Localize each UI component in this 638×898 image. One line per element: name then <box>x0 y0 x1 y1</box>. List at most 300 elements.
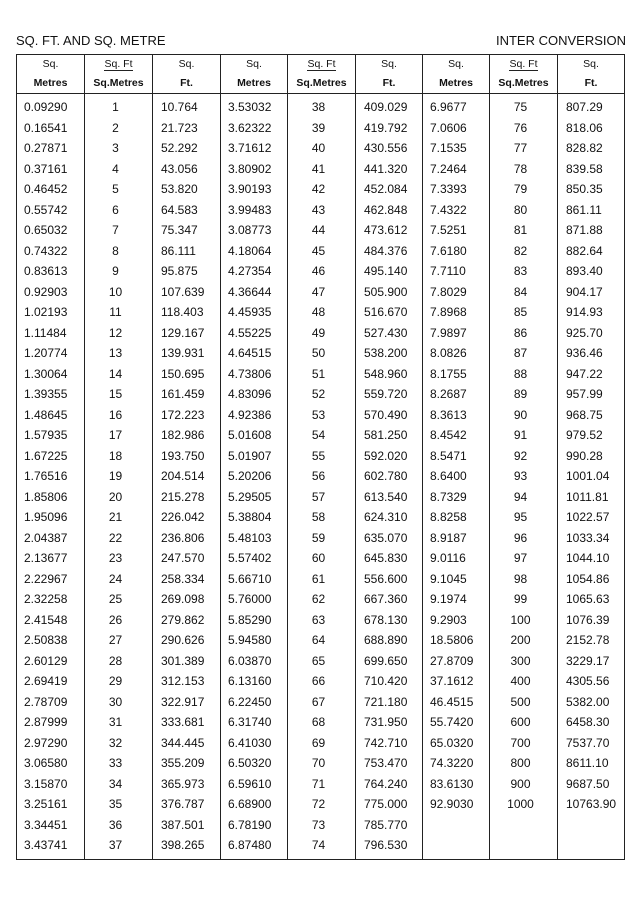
table-cell: 48 <box>288 302 356 323</box>
table-cell: 355.209 <box>153 753 221 774</box>
table-row <box>17 138 625 159</box>
table-row <box>17 364 625 385</box>
table-cell: 100 <box>490 610 558 631</box>
table-cell: 25 <box>85 589 153 610</box>
table-cell: 2.60129 <box>17 651 85 672</box>
table-row <box>17 815 625 836</box>
page-subtitle: INTER CONVERSION <box>495 33 626 48</box>
table-cell: 731.950 <box>356 712 423 733</box>
table-cell: 3.25161 <box>17 794 85 815</box>
table-cell: 99 <box>490 589 558 610</box>
table-cell: 0.27871 <box>17 138 85 159</box>
table-cell: 2.41548 <box>17 610 85 631</box>
table-cell: 7.8968 <box>423 302 490 323</box>
table-cell: 80 <box>490 200 558 221</box>
table-cell: 484.376 <box>356 241 423 262</box>
table-row <box>17 118 625 139</box>
table-cell: 4.45935 <box>221 302 288 323</box>
table-cell: 33 <box>85 753 153 774</box>
table-cell: 226.042 <box>153 507 221 528</box>
table-row <box>17 733 625 754</box>
table-cell: 49 <box>288 323 356 344</box>
table-cell: 7.0606 <box>423 118 490 139</box>
table-cell: 94 <box>490 487 558 508</box>
table-cell: 42 <box>288 179 356 200</box>
table-cell: 2.13677 <box>17 548 85 569</box>
table-row <box>17 241 625 262</box>
table-cell: 10.764 <box>153 94 221 118</box>
table-cell: 990.28 <box>558 446 625 467</box>
column-header-bottom <box>153 74 221 94</box>
table-cell: 172.223 <box>153 405 221 426</box>
table-cell: 3.06580 <box>17 753 85 774</box>
table-cell: 538.200 <box>356 343 423 364</box>
table-cell: 1065.63 <box>558 589 625 610</box>
table-cell: 9.1045 <box>423 569 490 590</box>
table-cell: 581.250 <box>356 425 423 446</box>
table-cell: 5.76000 <box>221 589 288 610</box>
column-header-top <box>85 55 153 75</box>
column-header-bottom <box>356 74 423 94</box>
table-cell: 51 <box>288 364 356 385</box>
table-cell: 6458.30 <box>558 712 625 733</box>
table-cell: 1.57935 <box>17 425 85 446</box>
table-cell: 556.600 <box>356 569 423 590</box>
table-cell: 3.15870 <box>17 774 85 795</box>
conversion-table <box>16 54 625 860</box>
table-cell: 7.9897 <box>423 323 490 344</box>
table-cell: 3.34451 <box>17 815 85 836</box>
header-row-bottom <box>17 74 625 94</box>
table-cell: 5.38804 <box>221 507 288 528</box>
table-cell: 68 <box>288 712 356 733</box>
table-row <box>17 159 625 180</box>
table-cell: 400 <box>490 671 558 692</box>
table-cell: 75 <box>490 94 558 118</box>
table-cell: 667.360 <box>356 589 423 610</box>
table-cell: 968.75 <box>558 405 625 426</box>
table-cell: 462.848 <box>356 200 423 221</box>
table-cell: 700 <box>490 733 558 754</box>
table-cell: 3.43741 <box>17 835 85 860</box>
table-cell: 8.0826 <box>423 343 490 364</box>
table-cell: 71 <box>288 774 356 795</box>
table-row <box>17 569 625 590</box>
table-row <box>17 323 625 344</box>
table-cell: 11 <box>85 302 153 323</box>
table-cell: 84 <box>490 282 558 303</box>
table-cell: 86.111 <box>153 241 221 262</box>
table-row <box>17 610 625 631</box>
table-cell: 775.000 <box>356 794 423 815</box>
table-cell: 5.66710 <box>221 569 288 590</box>
table-cell: 56 <box>288 466 356 487</box>
table-cell: 6 <box>85 200 153 221</box>
column-header-bottom <box>288 74 356 94</box>
table-cell: 83.6130 <box>423 774 490 795</box>
table-cell: 161.459 <box>153 384 221 405</box>
table-cell: 570.490 <box>356 405 423 426</box>
table-cell: 37 <box>85 835 153 860</box>
table-cell: 73 <box>288 815 356 836</box>
header-label: Sq. <box>246 58 262 70</box>
table-cell: 26 <box>85 610 153 631</box>
table-cell: 87 <box>490 343 558 364</box>
table-row <box>17 179 625 200</box>
table-row <box>17 589 625 610</box>
table-cell: 32 <box>85 733 153 754</box>
table-cell: 505.900 <box>356 282 423 303</box>
table-cell: 6.68900 <box>221 794 288 815</box>
table-cell: 0.16541 <box>17 118 85 139</box>
table-cell: 8.9187 <box>423 528 490 549</box>
table-cell: 9687.50 <box>558 774 625 795</box>
table-cell: 58 <box>288 507 356 528</box>
table-cell: 473.612 <box>356 220 423 241</box>
table-cell: 23 <box>85 548 153 569</box>
header-label: Sq. <box>381 58 397 70</box>
table-cell: 871.88 <box>558 220 625 241</box>
table-cell: 753.470 <box>356 753 423 774</box>
table-cell: 65.0320 <box>423 733 490 754</box>
table-cell: 0.83613 <box>17 261 85 282</box>
table-cell: 28 <box>85 651 153 672</box>
table-cell: 839.58 <box>558 159 625 180</box>
table-cell: 904.17 <box>558 282 625 303</box>
table-cell: 1076.39 <box>558 610 625 631</box>
table-row <box>17 466 625 487</box>
table-cell: 13 <box>85 343 153 364</box>
column-header-top <box>221 55 288 75</box>
table-row <box>17 548 625 569</box>
table-cell: 0.37161 <box>17 159 85 180</box>
table-cell: 957.99 <box>558 384 625 405</box>
table-cell: 7.1535 <box>423 138 490 159</box>
table-cell: 7 <box>85 220 153 241</box>
table-cell: 301.389 <box>153 651 221 672</box>
table-cell: 14 <box>85 364 153 385</box>
table-cell: 27 <box>85 630 153 651</box>
table-cell: 936.46 <box>558 343 625 364</box>
table-cell: 107.639 <box>153 282 221 303</box>
table-cell: 914.93 <box>558 302 625 323</box>
table-cell: 279.862 <box>153 610 221 631</box>
column-header-top <box>356 55 423 75</box>
table-cell: 6.13160 <box>221 671 288 692</box>
table-cell: 1.39355 <box>17 384 85 405</box>
table-cell: 1033.34 <box>558 528 625 549</box>
table-row <box>17 507 625 528</box>
table-cell: 74 <box>288 835 356 860</box>
table-cell: 8.8258 <box>423 507 490 528</box>
table-cell: 6.87480 <box>221 835 288 860</box>
table-cell: 54 <box>288 425 356 446</box>
header-label: Sq. <box>583 58 599 70</box>
table-cell: 52.292 <box>153 138 221 159</box>
table-cell: 800 <box>490 753 558 774</box>
table-cell: 344.445 <box>153 733 221 754</box>
table-cell: 37.1612 <box>423 671 490 692</box>
table-cell: 85 <box>490 302 558 323</box>
header-label: Sq. Ft <box>104 58 133 70</box>
table-cell: 7.4322 <box>423 200 490 221</box>
table-cell: 2.97290 <box>17 733 85 754</box>
table-cell: 2 <box>85 118 153 139</box>
table-cell: 527.430 <box>356 323 423 344</box>
table-row <box>17 200 625 221</box>
table-cell: 5.57402 <box>221 548 288 569</box>
table-cell: 64 <box>288 630 356 651</box>
table-cell: 516.670 <box>356 302 423 323</box>
table-cell: 82 <box>490 241 558 262</box>
table-cell: 16 <box>85 405 153 426</box>
table-cell: 495.140 <box>356 261 423 282</box>
table-cell: 8.4542 <box>423 425 490 446</box>
table-cell: 3229.17 <box>558 651 625 672</box>
table-cell: 3.80902 <box>221 159 288 180</box>
table-cell: 89 <box>490 384 558 405</box>
table-cell: 7.7110 <box>423 261 490 282</box>
table-cell: 1000 <box>490 794 558 815</box>
table-cell: 30 <box>85 692 153 713</box>
table-cell: 3.53032 <box>221 94 288 118</box>
table-cell: 3.08773 <box>221 220 288 241</box>
header-label: Sq.Metres <box>93 77 144 89</box>
table-cell: 91 <box>490 425 558 446</box>
column-header-top <box>17 55 85 75</box>
header-label: Ft. <box>382 77 396 89</box>
table-cell: 53 <box>288 405 356 426</box>
table-cell: 7.3393 <box>423 179 490 200</box>
table-cell: 1044.10 <box>558 548 625 569</box>
table-cell: 592.020 <box>356 446 423 467</box>
table-cell: 38 <box>288 94 356 118</box>
table-cell: 828.82 <box>558 138 625 159</box>
table-cell: 269.098 <box>153 589 221 610</box>
table-cell: 0.09290 <box>17 94 85 118</box>
table-cell: 204.514 <box>153 466 221 487</box>
table-cell: 247.570 <box>153 548 221 569</box>
table-row <box>17 753 625 774</box>
table-cell: 300 <box>490 651 558 672</box>
table-cell: 4.36644 <box>221 282 288 303</box>
table-cell: 710.420 <box>356 671 423 692</box>
table-cell: 4.73806 <box>221 364 288 385</box>
header-label: Sq.Metres <box>498 77 549 89</box>
table-cell: 4.18064 <box>221 241 288 262</box>
table-cell: 79 <box>490 179 558 200</box>
table-cell: 6.22450 <box>221 692 288 713</box>
table-cell <box>490 815 558 836</box>
table-cell: 236.806 <box>153 528 221 549</box>
header-label: Sq. Ft <box>509 58 538 70</box>
table-cell: 2.69419 <box>17 671 85 692</box>
table-cell: 10 <box>85 282 153 303</box>
column-header-bottom <box>490 74 558 94</box>
table-cell: 376.787 <box>153 794 221 815</box>
table-cell: 548.960 <box>356 364 423 385</box>
table-cell: 6.50320 <box>221 753 288 774</box>
table-cell: 5.01907 <box>221 446 288 467</box>
table-cell: 17 <box>85 425 153 446</box>
table-cell: 1.85806 <box>17 487 85 508</box>
table-cell: 43.056 <box>153 159 221 180</box>
table-cell: 1.76516 <box>17 466 85 487</box>
table-cell: 624.310 <box>356 507 423 528</box>
table-cell: 2.50838 <box>17 630 85 651</box>
table-cell: 398.265 <box>153 835 221 860</box>
table-cell: 76 <box>490 118 558 139</box>
table-cell: 602.780 <box>356 466 423 487</box>
table-cell: 7.5251 <box>423 220 490 241</box>
header-label: Metres <box>33 77 68 89</box>
table-cell: 95.875 <box>153 261 221 282</box>
table-cell: 2.87999 <box>17 712 85 733</box>
table-cell: 83 <box>490 261 558 282</box>
table-cell: 92 <box>490 446 558 467</box>
table-cell: 47 <box>288 282 356 303</box>
table-cell: 882.64 <box>558 241 625 262</box>
table-cell: 1001.04 <box>558 466 625 487</box>
column-header-top <box>423 55 490 75</box>
table-cell: 900 <box>490 774 558 795</box>
table-cell: 50 <box>288 343 356 364</box>
table-cell: 785.770 <box>356 815 423 836</box>
table-cell: 69 <box>288 733 356 754</box>
table-cell: 721.180 <box>356 692 423 713</box>
table-cell: 600 <box>490 712 558 733</box>
table-cell: 35 <box>85 794 153 815</box>
table-row <box>17 487 625 508</box>
table-cell: 5.48103 <box>221 528 288 549</box>
column-header-bottom <box>85 74 153 94</box>
table-cell: 21 <box>85 507 153 528</box>
table-cell: 3.71612 <box>221 138 288 159</box>
table-cell: 67 <box>288 692 356 713</box>
column-header-bottom <box>17 74 85 94</box>
table-row <box>17 774 625 795</box>
table-cell: 19 <box>85 466 153 487</box>
table-row <box>17 384 625 405</box>
table-cell: 18 <box>85 446 153 467</box>
table-cell: 6.03870 <box>221 651 288 672</box>
table-cell: 21.723 <box>153 118 221 139</box>
table-cell: 24 <box>85 569 153 590</box>
table-cell: 215.278 <box>153 487 221 508</box>
table-cell <box>490 835 558 860</box>
table-cell: 645.830 <box>356 548 423 569</box>
table-cell: 1.67225 <box>17 446 85 467</box>
table-cell: 1.95096 <box>17 507 85 528</box>
table-cell: 10763.90 <box>558 794 625 815</box>
table-cell: 92.9030 <box>423 794 490 815</box>
table-row <box>17 282 625 303</box>
table-cell: 3.90193 <box>221 179 288 200</box>
table-cell: 6.78190 <box>221 815 288 836</box>
header-label: Sq.Metres <box>296 77 347 89</box>
table-cell: 41 <box>288 159 356 180</box>
table-cell: 1011.81 <box>558 487 625 508</box>
table-row <box>17 794 625 815</box>
table-row <box>17 712 625 733</box>
table-cell: 1.48645 <box>17 405 85 426</box>
table-cell: 96 <box>490 528 558 549</box>
table-cell: 74.3220 <box>423 753 490 774</box>
table-cell: 2.04387 <box>17 528 85 549</box>
table-cell: 95 <box>490 507 558 528</box>
table-cell: 796.530 <box>356 835 423 860</box>
table-cell: 22 <box>85 528 153 549</box>
table-cell: 31 <box>85 712 153 733</box>
header-label: Sq. <box>178 58 195 70</box>
table-cell: 9.0116 <box>423 548 490 569</box>
table-cell: 27.8709 <box>423 651 490 672</box>
table-cell: 75.347 <box>153 220 221 241</box>
table-cell: 4305.56 <box>558 671 625 692</box>
table-cell: 97 <box>490 548 558 569</box>
table-cell: 9 <box>85 261 153 282</box>
table-cell: 15 <box>85 384 153 405</box>
table-cell: 979.52 <box>558 425 625 446</box>
table-cell: 36 <box>85 815 153 836</box>
table-cell: 77 <box>490 138 558 159</box>
table-body <box>17 94 625 860</box>
table-cell: 3 <box>85 138 153 159</box>
table-cell: 46.4515 <box>423 692 490 713</box>
table-cell: 2152.78 <box>558 630 625 651</box>
table-cell: 8.3613 <box>423 405 490 426</box>
column-header-top <box>288 55 356 75</box>
table-cell: 452.084 <box>356 179 423 200</box>
table-cell: 3.62322 <box>221 118 288 139</box>
header-row-top <box>17 55 625 75</box>
header-label: Metres <box>439 77 473 89</box>
table-cell: 5.29505 <box>221 487 288 508</box>
table-cell: 4.27354 <box>221 261 288 282</box>
table-row <box>17 425 625 446</box>
table-cell: 90 <box>490 405 558 426</box>
table-cell: 34 <box>85 774 153 795</box>
table-row <box>17 302 625 323</box>
table-cell: 62 <box>288 589 356 610</box>
column-header-bottom <box>221 74 288 94</box>
table-cell: 5.85290 <box>221 610 288 631</box>
table-cell: 947.22 <box>558 364 625 385</box>
table-cell: 200 <box>490 630 558 651</box>
table-cell: 81 <box>490 220 558 241</box>
header-label: Metres <box>237 77 271 89</box>
table-cell: 0.46452 <box>17 179 85 200</box>
table-cell: 1054.86 <box>558 569 625 590</box>
table-cell: 0.92903 <box>17 282 85 303</box>
table-cell: 93 <box>490 466 558 487</box>
table-cell: 7537.70 <box>558 733 625 754</box>
table-cell: 129.167 <box>153 323 221 344</box>
table-cell: 559.720 <box>356 384 423 405</box>
column-header-bottom <box>558 74 625 94</box>
table-cell: 44 <box>288 220 356 241</box>
table-cell: 4.92386 <box>221 405 288 426</box>
table-cell: 29 <box>85 671 153 692</box>
table-cell: 8.5471 <box>423 446 490 467</box>
table-cell: 925.70 <box>558 323 625 344</box>
table-cell: 60 <box>288 548 356 569</box>
table-row <box>17 94 625 118</box>
table-cell: 45 <box>288 241 356 262</box>
table-cell: 635.070 <box>356 528 423 549</box>
table-cell: 43 <box>288 200 356 221</box>
table-cell: 678.130 <box>356 610 423 631</box>
